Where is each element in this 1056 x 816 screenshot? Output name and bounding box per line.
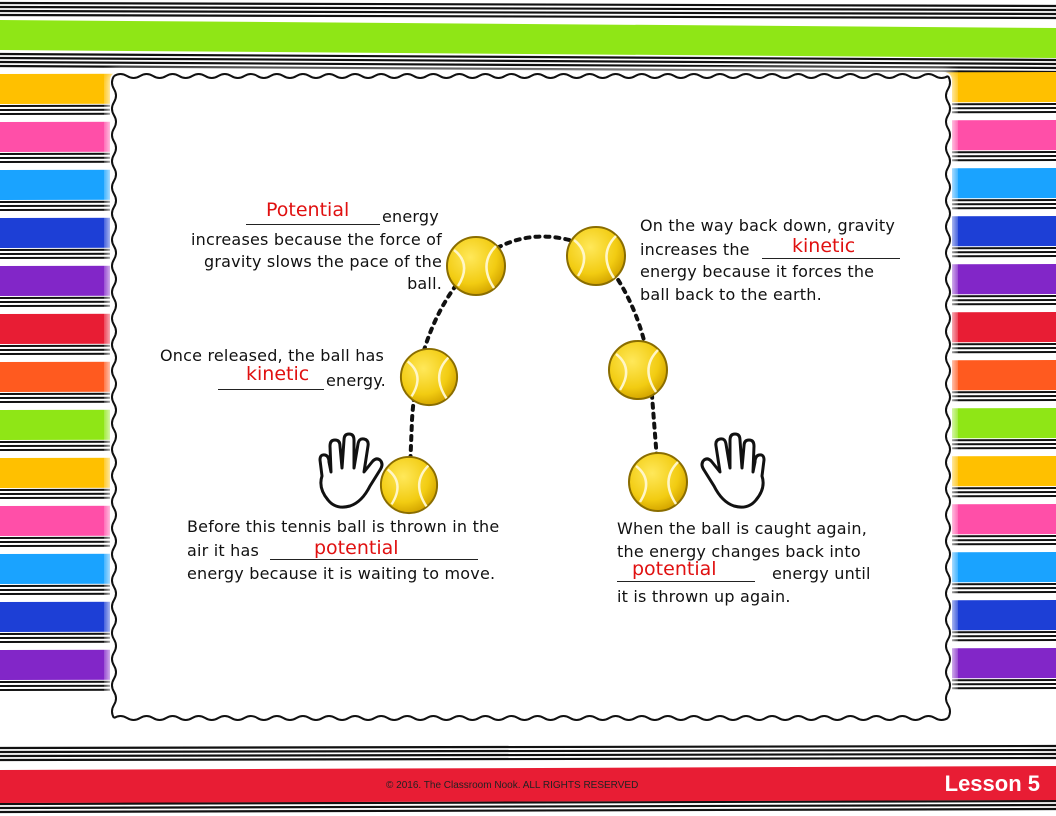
tennis-ball-icon — [398, 346, 460, 408]
top-left-text: increases because the force of — [190, 230, 442, 249]
tennis-ball-icon — [626, 450, 690, 514]
bottom-right-text: the energy changes back into — [617, 542, 861, 561]
middle-left-text: Once released, the ball has — [160, 346, 385, 365]
tennis-ball-icon — [444, 234, 508, 298]
tennis-ball-icon — [606, 338, 670, 402]
answer-kinetic-middle: kinetic — [246, 363, 310, 385]
top-left-text: ball. — [407, 274, 442, 293]
answer-blank-line — [270, 559, 478, 560]
top-right-text: On the way back down, gravity — [640, 216, 896, 235]
hand-outline-icon — [690, 432, 770, 512]
answer-potential-top: Potential — [266, 199, 350, 221]
top-right-text: energy because it forces the — [640, 262, 875, 281]
bottom-right-text: When the ball is caught again, — [617, 519, 868, 538]
answer-potential-bottom-left: potential — [314, 537, 399, 559]
top-left-text: energy — [382, 207, 439, 226]
bottom-left-text: Before this tennis ball is thrown in the — [187, 517, 500, 536]
bottom-right-text: energy until — [772, 564, 871, 583]
copyright-notice: © 2016. The Classroom Nook. ALL RIGHTS RESERVED — [386, 780, 639, 791]
answer-blank-line — [617, 581, 755, 582]
answer-kinetic-top: kinetic — [792, 235, 856, 257]
middle-left-text: energy. — [326, 371, 386, 390]
hand-outline-icon — [314, 432, 394, 512]
answer-blank-line — [218, 389, 324, 390]
lesson-label: Lesson 5 — [944, 771, 1040, 796]
bottom-left-text: energy because it is waiting to move. — [187, 564, 496, 583]
answer-blank-line — [762, 258, 900, 259]
top-right-text: ball back to the earth. — [640, 285, 822, 304]
tennis-ball-icon — [564, 224, 628, 288]
bottom-right-text: it is thrown up again. — [617, 587, 791, 606]
top-left-text: gravity slows the pace of the — [204, 252, 442, 271]
bottom-left-text: air it has — [187, 541, 259, 560]
answer-potential-bottom-right: potential — [632, 558, 717, 580]
top-right-text: increases the — [640, 240, 750, 259]
answer-blank-line — [246, 224, 380, 225]
